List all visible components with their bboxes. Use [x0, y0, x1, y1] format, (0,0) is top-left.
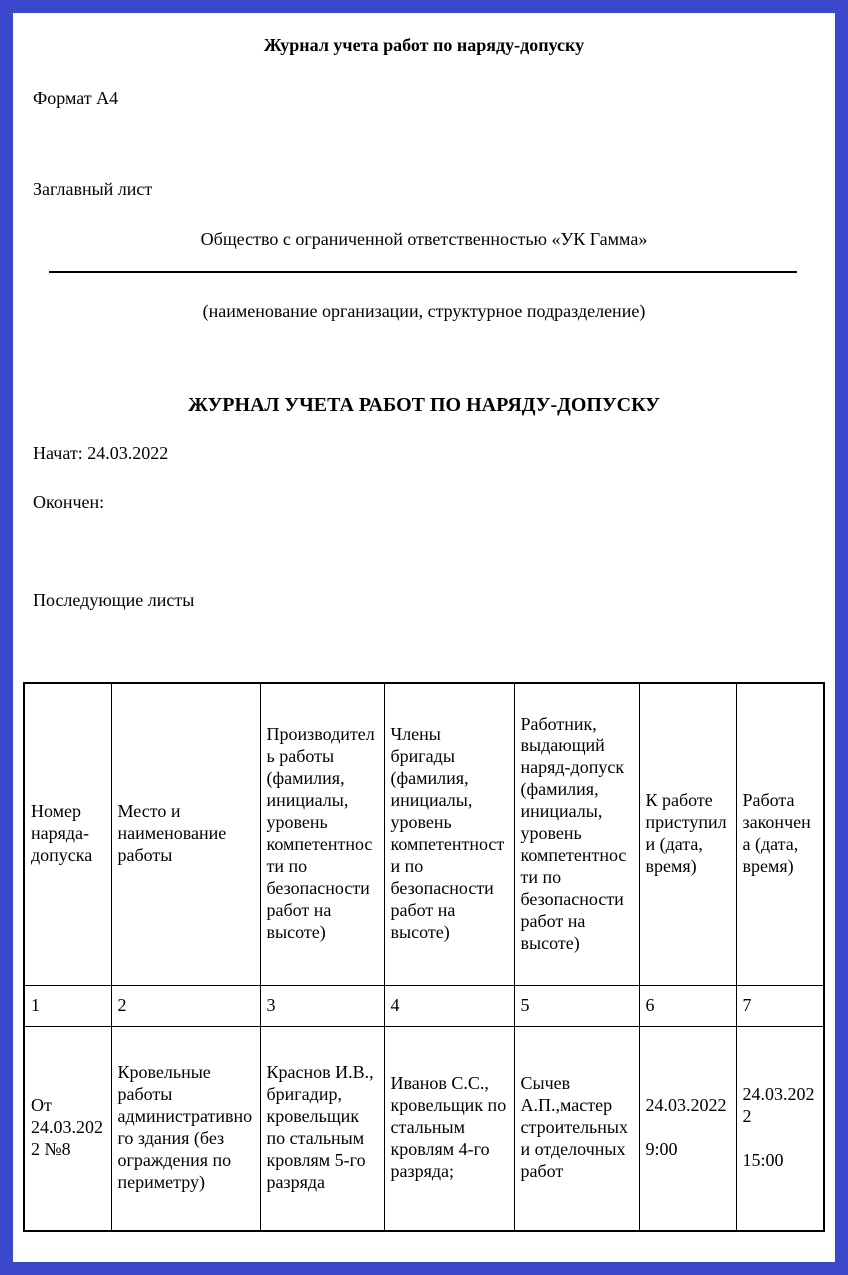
- cell-work-started: [639, 1026, 736, 1231]
- column-number-1: 1: [24, 985, 111, 1026]
- column-number-4: 4: [384, 985, 514, 1026]
- header-permit-number: Номер наряда-допуска: [24, 683, 111, 985]
- work-started-date: 24.03.2022: [645, 1095, 727, 1116]
- work-finished-time: 15:00: [742, 1150, 784, 1171]
- header-work-producer: Производитель работы (фамилия, инициалы, уровень компетентности по безопасности работ на высоте): [260, 683, 384, 985]
- cell-work-place: Кровельные работы административного здания (без ограждения по периметру): [111, 1026, 260, 1231]
- table-row: [24, 1026, 824, 1231]
- cell-work-finished: [736, 1026, 824, 1231]
- organization-name: Общество с ограниченной ответственностью «УК Гамма»: [200, 229, 648, 249]
- journal-title: ЖУРНАЛ УЧЕТА РАБОТ ПО НАРЯДУ-ДОПУСКУ: [188, 394, 660, 416]
- table-header-row: [24, 683, 824, 985]
- header-work-finished: Работа закончена (дата, время): [736, 683, 824, 985]
- column-number-5: 5: [514, 985, 639, 1026]
- column-number-7: 7: [736, 985, 824, 1026]
- document-title: Журнал учета работ по наряду-допуску: [263, 35, 585, 55]
- column-number-6: 6: [639, 985, 736, 1026]
- started-label: Начат: 24.03.2022: [33, 443, 169, 463]
- permit-log-table: [23, 682, 825, 1232]
- cell-brigade-members: Иванов С.С., кровельщик по стальным кровлям 4-го разряда;: [384, 1026, 514, 1231]
- header-work-place: Место и наименование работы: [111, 683, 260, 985]
- work-started-time: 9:00: [645, 1139, 678, 1160]
- cell-work-producer: Краснов И.В., бригадир, кровельщик по стальным кровлям 5-го разряда: [260, 1026, 384, 1231]
- subsequent-sheets-label: Последующие листы: [33, 590, 195, 610]
- work-finished-date: 24.03.2022: [742, 1084, 815, 1127]
- column-number-row: [24, 985, 824, 1026]
- format-label: Формат А4: [33, 88, 119, 108]
- header-permit-issuer: Работник, выдающий наряд-допуск (фамилия, инициалы, уровень компетентности по безопасности работ на высоте): [514, 683, 639, 985]
- title-sheet-label: Заглавный лист: [33, 179, 153, 199]
- finished-label: Окончен:: [33, 492, 105, 512]
- cell-permit-number: От 24.03.2022 №8: [24, 1026, 111, 1231]
- organization-underline: [49, 271, 797, 273]
- cell-permit-issuer: Сычев А.П.,мастер строительных и отделочных работ: [514, 1026, 639, 1231]
- organization-caption: (наименование организации, структурное подразделение): [202, 301, 646, 321]
- header-brigade-members: Члены бригады (фамилия, инициалы, уровень компетентности по безопасности работ на высоте): [384, 683, 514, 985]
- column-number-2: 2: [111, 985, 260, 1026]
- header-work-started: К работе приступили (дата, время): [639, 683, 736, 985]
- column-number-3: 3: [260, 985, 384, 1026]
